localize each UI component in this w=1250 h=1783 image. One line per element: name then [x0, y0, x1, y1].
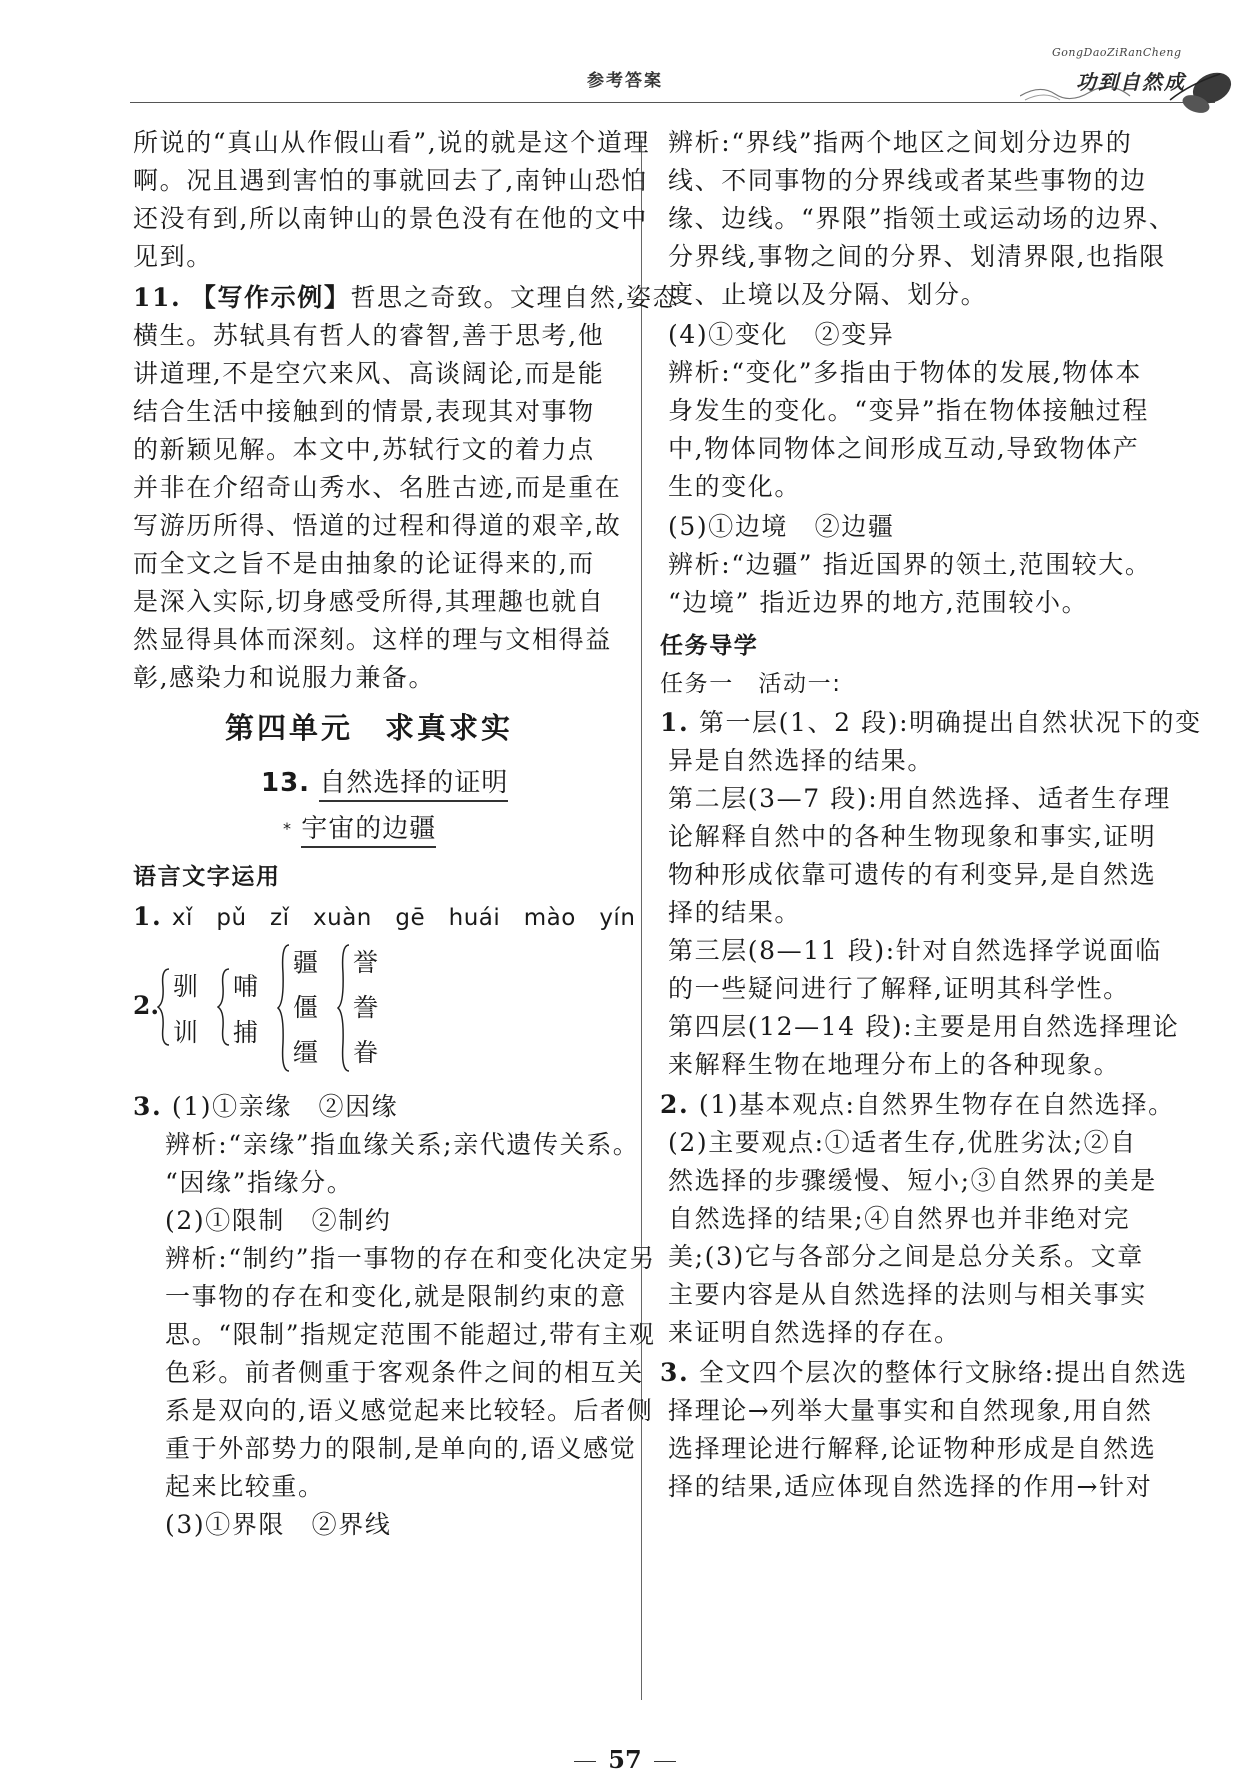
text-line: (2)主要观点:①适者生存,优胜劣汰;②自	[668, 1128, 1137, 1157]
char-item: 缰	[293, 1038, 319, 1067]
char-item: 誊	[353, 993, 379, 1022]
char-item: 训	[173, 1018, 199, 1047]
pinyin-answers: xǐ pǔ zǐ xuàn gē huái mào yín	[171, 905, 636, 931]
text-line: 自然选择的结果;④自然界也并非绝对完	[668, 1204, 1131, 1233]
char-item: 哺	[233, 972, 259, 1001]
text-line: (3)①界限 ②界线	[165, 1510, 392, 1539]
char-item: 捕	[233, 1018, 259, 1047]
char-item: 疆	[293, 948, 319, 977]
text-span: 第一层(1、2 段):明确提出自然状况下的变	[698, 708, 1202, 737]
text-line: 写游历所得、悟道的过程和得道的艰辛,故	[133, 511, 622, 540]
question-1	[133, 902, 635, 933]
question-number: 2.	[660, 1090, 690, 1119]
text-line: “因缘”指缘分。	[165, 1168, 354, 1197]
text-line: 生的变化。	[668, 472, 802, 501]
char-item: 眷	[353, 1038, 379, 1067]
text-line: 择理论→列举大量事实和自然现象,用自然	[668, 1396, 1153, 1425]
text-line: (4)①变化 ②变异	[668, 320, 895, 349]
text-line: 线、不同事物的分界线或者某些事物的边	[668, 166, 1147, 195]
text-line: 分界线,事物之间的分界、划清界限,也指限	[668, 242, 1166, 271]
text-line: 身发生的变化。“变异”指在物体接触过程	[668, 396, 1149, 425]
task-1	[660, 708, 1202, 738]
logo-pinyin: GongDaoZiRanCheng	[1052, 46, 1182, 59]
question-number: 1.	[660, 708, 690, 737]
char-item: 僵	[293, 993, 319, 1022]
text-span: (1)①亲缘 ②因缘	[171, 1092, 399, 1121]
char-item: 誉	[353, 948, 379, 977]
text-line: 第四层(12—14 段):主要是用自然选择理论	[668, 1012, 1180, 1041]
text-line: 美;(3)它与各部分之间是总分关系。文章	[668, 1242, 1144, 1271]
text-line: 主要内容是从自然选择的法则与相关事实	[668, 1280, 1147, 1309]
text-line: 的新颖见解。本文中,苏轼行文的着力点	[133, 435, 595, 464]
text-line: 辨析:“界线”指两个地区之间划分边界的	[668, 128, 1133, 157]
text-line: 所说的“真山从作假山看”,说的就是这个道理	[133, 128, 651, 157]
text-line: 讲道理,不是空穴来风、高谈阔论,而是能	[133, 359, 605, 388]
brand-logo	[1020, 44, 1235, 114]
lesson-subheading	[283, 814, 436, 844]
question-2	[133, 943, 628, 1093]
question-number: 3.	[133, 1092, 163, 1121]
text-line: 横生。苏轼具有哲人的睿智,善于思考,他	[133, 321, 605, 350]
question-3	[133, 1092, 398, 1122]
unit-heading: 第四单元 求真求实	[225, 711, 514, 745]
text-line: 重于外部势力的限制,是单向的,语义感觉	[165, 1434, 637, 1463]
text-line: “边境” 指近边界的地方,范围较小。	[668, 588, 1089, 617]
text-line: 中,物体同物体之间形成互动,导致物体产	[668, 434, 1140, 463]
text-line: 彰,感染力和说服力兼备。	[133, 663, 436, 692]
text-line: 结合生活中接触到的情景,表现其对事物	[133, 397, 595, 426]
text-line: 缘、边线。“界限”指领土或运动场的边界、	[668, 204, 1176, 233]
brace-icon	[337, 943, 351, 1073]
char-item: 驯	[173, 972, 199, 1001]
question-number: 1.	[133, 902, 163, 931]
text-line: 第二层(3—7 段):用自然选择、适者生存理	[668, 784, 1171, 813]
page-header	[0, 0, 1250, 110]
optional-mark: *	[283, 819, 292, 838]
text-line: 并非在介绍奇山秀水、名胜古迹,而是重在	[133, 473, 622, 502]
lesson-subtitle: 宇宙的边疆	[301, 814, 436, 848]
text-line: 然显得具体而深刻。这样的理与文相得益	[133, 625, 612, 654]
text-line: 见到。	[133, 242, 213, 271]
question-number: 2.	[133, 991, 160, 1020]
text-line: 的一些疑问进行了解释,证明其科学性。	[668, 974, 1130, 1003]
page-number: 57	[608, 1745, 642, 1774]
text-line: 辨析:“变化”多指由于物体的发展,物体本	[668, 358, 1142, 387]
text-line: 物种形成依靠可遗传的有利变异,是自然选	[668, 860, 1157, 889]
text-line: 起来比较重。	[165, 1472, 325, 1501]
text-line: 异是自然选择的结果。	[668, 746, 935, 775]
brace-icon	[157, 967, 171, 1047]
text-line: 啊。况且遇到害怕的事就回去了,南钟山恐怕	[133, 166, 648, 195]
text-line: 系是双向的,语义感觉起来比较轻。后者侧	[165, 1396, 654, 1425]
lesson-heading	[261, 768, 508, 798]
text-span: (1)基本观点:自然界生物存在自然选择。	[698, 1090, 1175, 1119]
text-line: 还没有到,所以南钟山的景色没有在他的文中	[133, 204, 648, 233]
answer-label: 【写作示例】	[190, 283, 351, 312]
text-line: 然选择的步骤缓慢、短小;③自然界的美是	[668, 1166, 1157, 1195]
question-number: 11.	[133, 283, 182, 312]
question-number: 3.	[660, 1358, 690, 1387]
section-heading: 任务导学	[660, 633, 759, 659]
text-line: 辨析:“边疆” 指近国界的领土,范围较大。	[668, 550, 1152, 579]
section-heading: 语言文字运用	[133, 864, 281, 890]
text-line: 色彩。前者侧重于客观条件之间的相互关	[165, 1358, 644, 1387]
lesson-number: 13.	[261, 768, 311, 798]
header-title: 参考答案	[587, 71, 663, 91]
text-line: 思。“限制”指规定范围不能超过,带有主观	[165, 1320, 656, 1349]
task-3	[660, 1358, 1188, 1388]
text-line: 度、止境以及分隔、划分。	[668, 280, 988, 309]
text-line: 来证明自然选择的存在。	[668, 1318, 961, 1347]
footer-dash	[654, 1761, 676, 1762]
brace-icon	[277, 943, 291, 1073]
text-line: 辨析:“亲缘”指血缘关系;亲代遗传关系。	[165, 1130, 640, 1159]
text-line: 选择理论进行解释,论证物种形成是自然选	[668, 1434, 1157, 1463]
column-divider	[641, 140, 642, 1700]
lesson-title: 自然选择的证明	[319, 768, 508, 802]
text-line: (5)①边境 ②边疆	[668, 512, 895, 541]
text-line: 是深入实际,切身感受所得,其理趣也就自	[133, 587, 605, 616]
text-line: (2)①限制 ②制约	[165, 1206, 392, 1235]
text-span: 全文四个层次的整体行文脉络:提出自然选	[698, 1358, 1188, 1387]
text-line: 辨析:“制约”指一事物的存在和变化决定另	[165, 1244, 656, 1273]
question-11	[133, 283, 679, 313]
text-line: 择的结果,适应体现自然选择的作用→针对	[668, 1472, 1153, 1501]
page-footer	[0, 1745, 1250, 1774]
brace-icon	[217, 967, 231, 1047]
text-line: 第三层(8—11 段):针对自然选择学说面临	[668, 936, 1162, 965]
text-line: 择的结果。	[668, 898, 802, 927]
text-span: 哲思之奇致。文理自然,姿态	[350, 283, 680, 312]
text-line: 一事物的存在和变化,就是限制约束的意	[165, 1282, 627, 1311]
text-line: 来解释生物在地理分布上的各种现象。	[668, 1050, 1121, 1079]
task-2	[660, 1090, 1175, 1120]
footer-dash	[574, 1761, 596, 1762]
logo-text: 功到自然成	[1076, 70, 1186, 94]
text-line: 论解释自然中的各种生物现象和事实,证明	[668, 822, 1157, 851]
task-heading: 任务一 活动一:	[660, 671, 842, 697]
text-line: 而全文之旨不是由抽象的论证得来的,而	[133, 549, 595, 578]
